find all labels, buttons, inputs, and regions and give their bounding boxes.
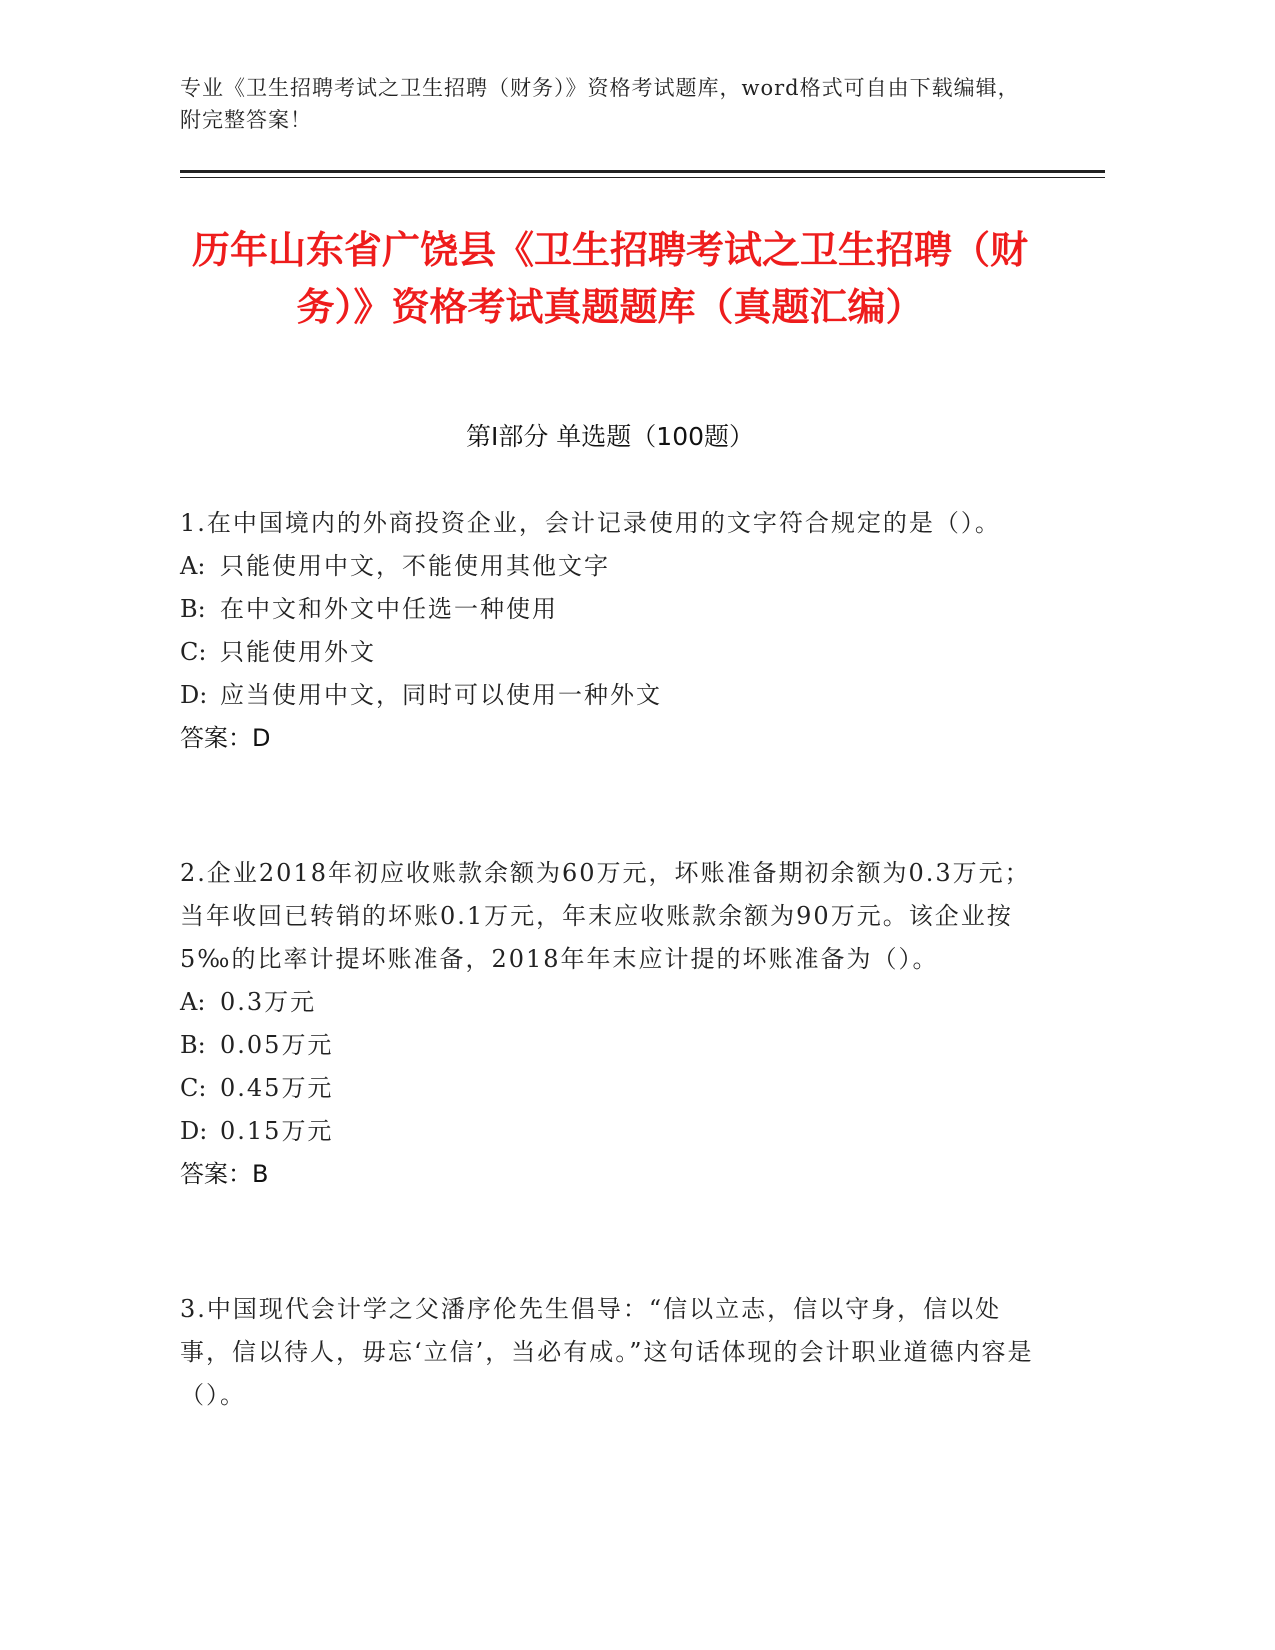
answer: 答案：D [180,724,271,752]
question-stem: 2.企业2018年初应收账款余额为60万元，坏账准备期初余额为0.3万元；当年收回已转销的坏账0.1万元，年末应收账款余额为90万元。该企业按5‰的比率计提坏账准备，2018年年末应计提的坏账准备为（）。 [180,859,1031,973]
question-stem: 1.在中国境内的外商投资企业，会计记录使用的文字符合规定的是（）。 [180,509,1001,537]
option-text: 只能使用外文 [220,638,376,666]
option-key: C: [180,1074,207,1102]
document-title: 历年山东省广饶县《卫生招聘考试之卫生招聘（财务）》资格考试真题题库（真题汇编） [191,228,1028,329]
option-text: 0.3万元 [220,988,317,1016]
option-key: B: [180,595,206,623]
option-text: 0.45万元 [220,1074,334,1102]
option-c [180,1067,1040,1110]
option-key: B: [180,1031,206,1059]
part-heading: 第Ⅰ部分 单选题（100题） [465,422,755,451]
option-c [180,631,1040,674]
answer: 答案：B [180,1160,269,1188]
option-d [180,1110,1040,1153]
header-divider-thick [180,170,1105,173]
question-stem: 3.中国现代会计学之父潘序伦先生倡导：“信以立志，信以守身，信以处事，信以待人，毋忘‘立信’，当必有成。”这句话体现的会计职业道德内容是（）。 [180,1295,1034,1409]
option-key: C: [180,638,207,666]
option-text: 应当使用中文，同时可以使用一种外文 [220,681,662,709]
option-text: 只能使用中文，不能使用其他文字 [220,552,610,580]
option-b [180,1024,1040,1067]
option-text: 在中文和外文中任选一种使用 [220,595,558,623]
header-divider-thin [180,177,1105,178]
option-key: A: [180,552,206,580]
question-2 [180,852,1040,1196]
option-b [180,588,1040,631]
option-key: A: [180,988,206,1016]
option-text: 0.05万元 [220,1031,334,1059]
question-3 [180,1288,1040,1417]
option-d [180,674,1040,717]
question-1 [180,502,1040,760]
header-note: 专业《卫生招聘考试之卫生招聘（财务）》资格考试题库，word格式可自由下载编辑，附完整答案！ [180,76,1020,132]
option-key: D: [180,1117,208,1145]
option-a [180,981,1040,1024]
option-key: D: [180,681,208,709]
option-a [180,545,1040,588]
option-text: 0.15万元 [220,1117,334,1145]
